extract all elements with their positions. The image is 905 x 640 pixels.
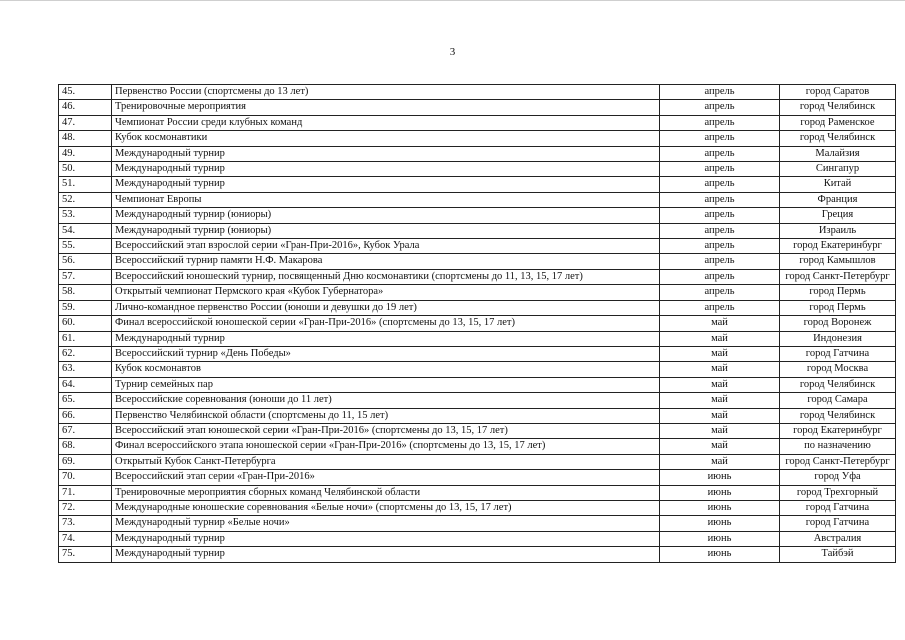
- table-row: [59, 177, 896, 192]
- event-month: апрель: [660, 146, 780, 161]
- event-number: 66.: [59, 408, 112, 423]
- event-name: Чемпионат России среди клубных команд: [112, 115, 660, 130]
- table-row: [59, 470, 896, 485]
- event-place: город Гатчина: [780, 500, 896, 515]
- event-month: июнь: [660, 500, 780, 515]
- event-number: 53.: [59, 208, 112, 223]
- event-number: 51.: [59, 177, 112, 192]
- event-name: Первенство России (спортсмены до 13 лет): [112, 85, 660, 100]
- event-month: май: [660, 439, 780, 454]
- event-name: Турнир семейных пар: [112, 377, 660, 392]
- table-row: [59, 547, 896, 562]
- table-row: [59, 192, 896, 207]
- event-place: Израиль: [780, 223, 896, 238]
- event-place: Китай: [780, 177, 896, 192]
- scan-top-rule: [0, 0, 905, 1]
- event-month: апрель: [660, 208, 780, 223]
- event-name: Всероссийский турнир «День Победы»: [112, 346, 660, 361]
- table-row: [59, 316, 896, 331]
- event-place: город Санкт-Петербург: [780, 454, 896, 469]
- event-number: 52.: [59, 192, 112, 207]
- event-place: город Трехгорный: [780, 485, 896, 500]
- event-name: Кубок космонавтов: [112, 362, 660, 377]
- event-month: апрель: [660, 254, 780, 269]
- table-row: [59, 146, 896, 161]
- events-table: [58, 84, 896, 563]
- event-month: апрель: [660, 115, 780, 130]
- event-name: Всероссийские соревнования (юноши до 11 лет): [112, 393, 660, 408]
- event-name: Финал всероссийского этапа юношеской серии «Гран-При-2016» (спортсмены до 13, 15, 17 лет): [112, 439, 660, 454]
- table-row: [59, 362, 896, 377]
- table-row: [59, 485, 896, 500]
- event-number: 59.: [59, 300, 112, 315]
- event-number: 55.: [59, 239, 112, 254]
- table-row: [59, 500, 896, 515]
- table-row: [59, 115, 896, 130]
- event-number: 74.: [59, 531, 112, 546]
- event-name: Всероссийский турнир памяти Н.Ф. Макарова: [112, 254, 660, 269]
- event-place: город Пермь: [780, 300, 896, 315]
- page-number: 3: [449, 46, 456, 58]
- table-row: [59, 531, 896, 546]
- event-month: апрель: [660, 177, 780, 192]
- event-place: город Екатеринбург: [780, 239, 896, 254]
- event-place: город Челябинск: [780, 131, 896, 146]
- event-number: 49.: [59, 146, 112, 161]
- event-month: июнь: [660, 516, 780, 531]
- event-name: Международный турнир «Белые ночи»: [112, 516, 660, 531]
- event-number: 75.: [59, 547, 112, 562]
- event-place: Индонезия: [780, 331, 896, 346]
- event-number: 72.: [59, 500, 112, 515]
- event-month: апрель: [660, 300, 780, 315]
- event-name: Всероссийский этап взрослой серии «Гран-При-2016», Кубок Урала: [112, 239, 660, 254]
- event-month: май: [660, 346, 780, 361]
- event-place: город Саратов: [780, 85, 896, 100]
- event-month: июнь: [660, 531, 780, 546]
- event-number: 70.: [59, 470, 112, 485]
- event-number: 73.: [59, 516, 112, 531]
- event-name: Международный турнир: [112, 177, 660, 192]
- event-month: апрель: [660, 131, 780, 146]
- event-place: Малайзия: [780, 146, 896, 161]
- event-number: 58.: [59, 285, 112, 300]
- event-place: город Пермь: [780, 285, 896, 300]
- table-row: [59, 223, 896, 238]
- event-month: апрель: [660, 285, 780, 300]
- event-name: Международный турнир (юниоры): [112, 208, 660, 223]
- event-number: 71.: [59, 485, 112, 500]
- event-name: Кубок космонавтики: [112, 131, 660, 146]
- event-number: 64.: [59, 377, 112, 392]
- event-name: Всероссийский юношеский турнир, посвященный Дню космонавтики (спортсмены до 11, 13, 15, 17 лет): [112, 269, 660, 284]
- event-number: 47.: [59, 115, 112, 130]
- event-name: Всероссийский этап юношеской серии «Гран-При-2016» (спортсмены до 13, 15, 17 лет): [112, 423, 660, 438]
- event-month: апрель: [660, 239, 780, 254]
- event-number: 69.: [59, 454, 112, 469]
- table-row: [59, 254, 896, 269]
- event-number: 60.: [59, 316, 112, 331]
- event-name: Международный турнир: [112, 331, 660, 346]
- table-row: [59, 331, 896, 346]
- event-place: Тайбэй: [780, 547, 896, 562]
- event-number: 67.: [59, 423, 112, 438]
- table-row: [59, 377, 896, 392]
- event-name: Всероссийский этап серии «Гран-При-2016»: [112, 470, 660, 485]
- event-name: Финал всероссийской юношеской серии «Гран-При-2016» (спортсмены до 13, 15, 17 лет): [112, 316, 660, 331]
- event-place: город Камышлов: [780, 254, 896, 269]
- event-month: май: [660, 423, 780, 438]
- event-place: город Челябинск: [780, 408, 896, 423]
- event-month: апрель: [660, 269, 780, 284]
- table-row: [59, 239, 896, 254]
- event-place: город Воронеж: [780, 316, 896, 331]
- table-row: [59, 439, 896, 454]
- event-month: апрель: [660, 223, 780, 238]
- event-place: город Санкт-Петербург: [780, 269, 896, 284]
- event-place: город Гатчина: [780, 346, 896, 361]
- table-row: [59, 516, 896, 531]
- event-place: город Челябинск: [780, 377, 896, 392]
- event-place: город Уфа: [780, 470, 896, 485]
- event-number: 46.: [59, 100, 112, 115]
- table-row: [59, 100, 896, 115]
- event-month: май: [660, 331, 780, 346]
- table-row: [59, 393, 896, 408]
- event-place: Австралия: [780, 531, 896, 546]
- event-month: апрель: [660, 162, 780, 177]
- event-month: май: [660, 377, 780, 392]
- event-name: Лично-командное первенство России (юноши и девушки до 19 лет): [112, 300, 660, 315]
- event-month: май: [660, 362, 780, 377]
- event-number: 62.: [59, 346, 112, 361]
- event-month: май: [660, 316, 780, 331]
- event-number: 65.: [59, 393, 112, 408]
- event-month: апрель: [660, 85, 780, 100]
- event-name: Международные юношеские соревнования «Белые ночи» (спортсмены до 13, 15, 17 лет): [112, 500, 660, 515]
- table-row: [59, 346, 896, 361]
- table-row: [59, 85, 896, 100]
- event-number: 57.: [59, 269, 112, 284]
- table-row: [59, 408, 896, 423]
- event-name: Чемпионат Европы: [112, 192, 660, 207]
- table-row: [59, 131, 896, 146]
- event-name: Тренировочные мероприятия: [112, 100, 660, 115]
- event-name: Открытый чемпионат Пермского края «Кубок Губернатора»: [112, 285, 660, 300]
- event-month: апрель: [660, 192, 780, 207]
- event-name: Международный турнир: [112, 162, 660, 177]
- event-place: Франция: [780, 192, 896, 207]
- events-table-body: [59, 85, 896, 563]
- event-number: 45.: [59, 85, 112, 100]
- event-name: Тренировочные мероприятия сборных команд Челябинской области: [112, 485, 660, 500]
- event-place: город Гатчина: [780, 516, 896, 531]
- event-month: июнь: [660, 470, 780, 485]
- event-number: 63.: [59, 362, 112, 377]
- event-place: город Москва: [780, 362, 896, 377]
- event-place: город Самара: [780, 393, 896, 408]
- event-month: май: [660, 454, 780, 469]
- event-month: май: [660, 408, 780, 423]
- event-name: Международный турнир (юниоры): [112, 223, 660, 238]
- event-place: город Екатеринбург: [780, 423, 896, 438]
- table-row: [59, 454, 896, 469]
- event-name: Первенство Челябинской области (спортсмены до 11, 15 лет): [112, 408, 660, 423]
- event-name: Открытый Кубок Санкт-Петербурга: [112, 454, 660, 469]
- table-row: [59, 269, 896, 284]
- table-row: [59, 208, 896, 223]
- event-name: Международный турнир: [112, 547, 660, 562]
- event-place: город Раменское: [780, 115, 896, 130]
- event-number: 54.: [59, 223, 112, 238]
- event-place: город Челябинск: [780, 100, 896, 115]
- event-number: 48.: [59, 131, 112, 146]
- table-row: [59, 285, 896, 300]
- event-month: июнь: [660, 485, 780, 500]
- event-number: 56.: [59, 254, 112, 269]
- table-row: [59, 423, 896, 438]
- event-month: май: [660, 393, 780, 408]
- table-row: [59, 300, 896, 315]
- event-number: 61.: [59, 331, 112, 346]
- event-place: Сингапур: [780, 162, 896, 177]
- event-name: Международный турнир: [112, 531, 660, 546]
- event-month: июнь: [660, 547, 780, 562]
- table-row: [59, 162, 896, 177]
- event-number: 68.: [59, 439, 112, 454]
- event-month: апрель: [660, 100, 780, 115]
- event-number: 50.: [59, 162, 112, 177]
- event-name: Международный турнир: [112, 146, 660, 161]
- event-place: по назначению: [780, 439, 896, 454]
- event-place: Греция: [780, 208, 896, 223]
